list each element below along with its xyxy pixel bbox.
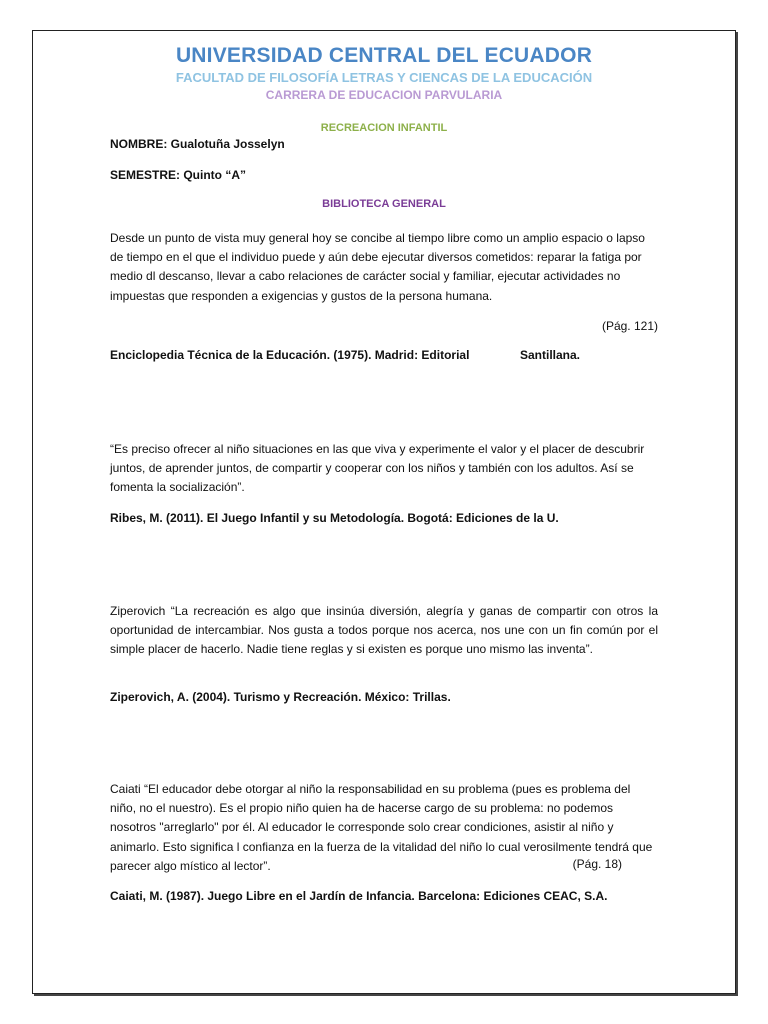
entry-4-citation: Caiati, M. (1987). Juego Libre en el Jardín de Infancia. Barcelona: Ediciones CEAC, S.A.: [110, 889, 608, 903]
faculty-subtitle: FACULTAD DE FILOSOFÍA LETRAS Y CIENCAS DE LA EDUCACIÓN: [175, 70, 593, 85]
career-subtitle: CARRERA DE EDUCACION PARVULARIA: [265, 88, 503, 102]
entry-4-page-ref: (Pág. 18): [572, 857, 622, 871]
entry-1-citation: Enciclopedia Técnica de la Educación. (1975). Madrid: Editorial: [110, 348, 470, 362]
entry-3-citation: Ziperovich, A. (2004). Turismo y Recreación. México: Trillas.: [110, 690, 451, 704]
entry-1-citation-publisher: Santillana.: [520, 348, 581, 362]
student-name: NOMBRE: Gualotuña Josselyn: [110, 137, 285, 151]
entry-1-text: Desde un punto de vista muy general hoy se concibe al tiempo libre como un amplio espacio o lapso de tiempo en el que el individuo puede y aún debe ejecutar diversos cometidos: reparar la fatiga por medio dl descanso, llevar a cabo relaciones de carácter social y familiar, ejecutar actividades no impuestas que responden a exigencias y gustos de la persona humana.: [110, 231, 645, 303]
entry-2-citation: Ribes, M. (2011). El Juego Infantil y su Metodología. Bogotá: Ediciones de la U.: [110, 511, 559, 525]
section-title: BIBLIOTECA GENERAL: [322, 198, 446, 210]
entry-3-text: Ziperovich “La recreación es algo que insinúa diversión, alegría y ganas de compartir con otros la oportunidad de intercambiar. Nos gusta a todos porque nos acerca, nos une con un fin común por el simple placer de hacerlo. Nadie tiene reglas y si existen es porque uno mismo las inventa”.: [110, 604, 658, 657]
entry-2-text: “Es preciso ofrecer al niño situaciones en las que viva y experimente el valor y el placer de descubrir juntos, de aprender juntos, de compartir y cooperar con los niños y también con los adultos. Así se fomenta la socialización”.: [110, 442, 645, 495]
entry-1-page-ref: (Pág. 121): [601, 319, 658, 333]
course-title: RECREACION INFANTIL: [320, 122, 448, 134]
student-semester: SEMESTRE: Quinto “A”: [110, 168, 246, 182]
university-title: UNIVERSIDAD CENTRAL DEL ECUADOR: [175, 44, 593, 67]
entry-4-text: Caiati “El educador debe otorgar al niño la responsabilidad en su problema (pues es problema del niño, no el nuestro). Es el propio niño quien ha de hacerse cargo de su problema: no podemos nosotros "arreglarlo" por él. Al educador le corresponde solo crear condiciones, asistir al niño y animarlo. Esto significa l confianza en la fuerza de la vitalidad del niño lo cual verosilmente tendrá que parecer algo místico al lector”.: [110, 782, 653, 873]
